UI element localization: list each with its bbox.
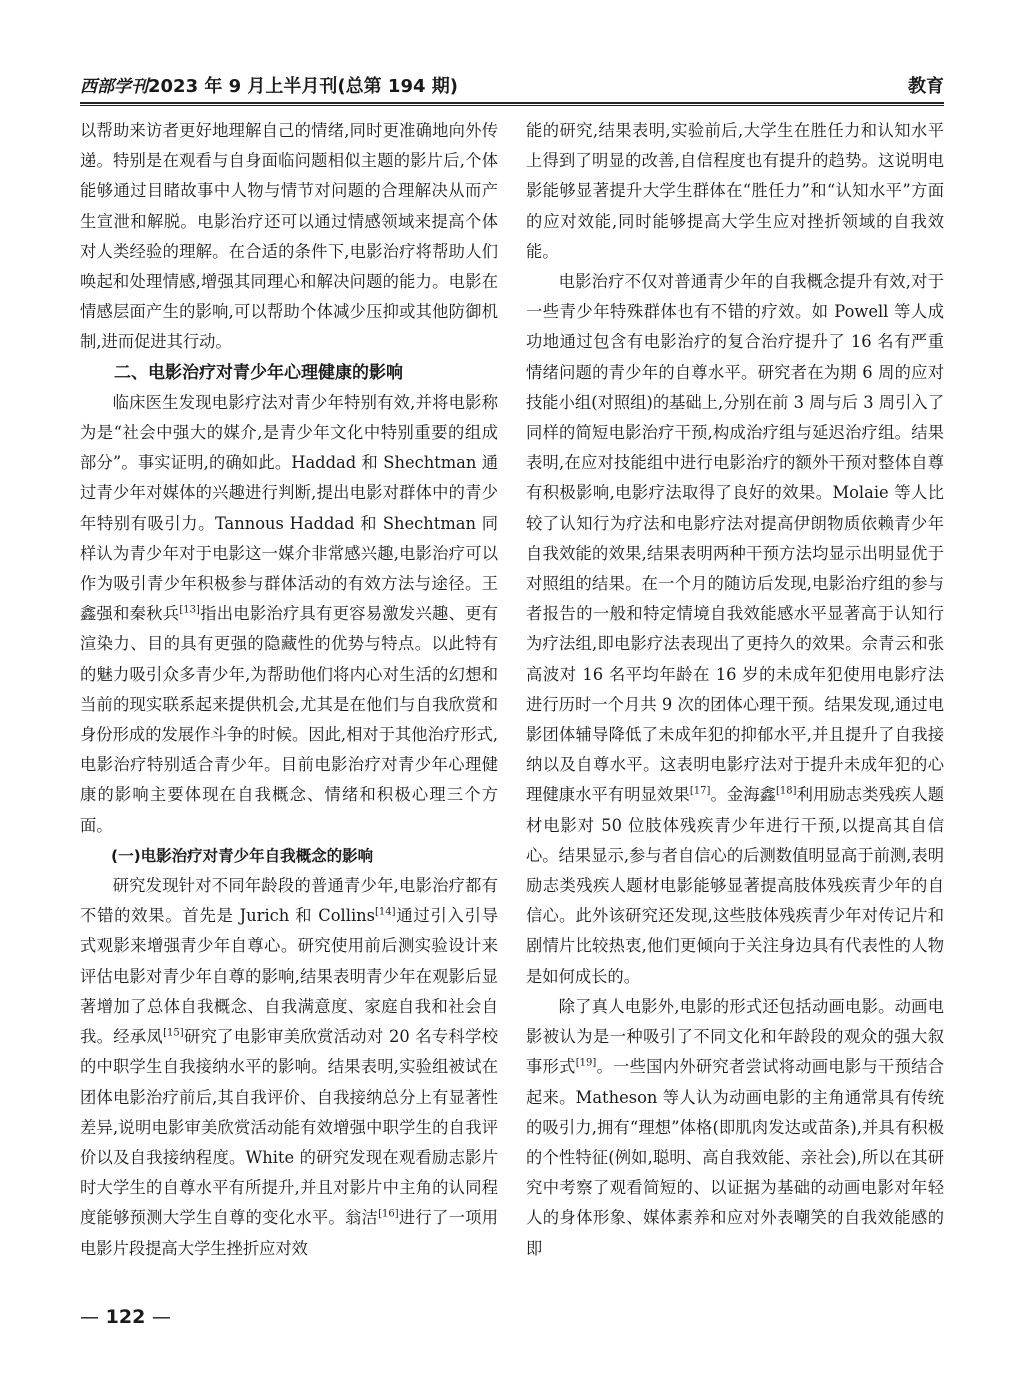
page-dash: — (80, 1306, 99, 1328)
page-number-value: 122 (105, 1306, 146, 1328)
page-dash: — (151, 1306, 171, 1328)
text-run: 通过引入引导式观影来增强青少年自尊心。研究使用前后测实验设计来评估电影对青少年自尊的影响,结果表明青少年在观影后显著增加了总体自我概念、自我满意度、家庭自我和社会自我。经承凤 (80, 906, 498, 1047)
paragraph (80, 388, 498, 841)
citation: [18] (776, 786, 797, 798)
paragraph (526, 267, 944, 992)
paragraph (526, 992, 944, 1264)
citation: [17] (689, 786, 711, 798)
running-header (80, 74, 944, 100)
citation: [15] (163, 1027, 184, 1039)
text-run: 。金海鑫 (710, 785, 776, 805)
citation: [16] (378, 1208, 399, 1220)
text-run: 除了真人电影外,电影的形式还包括动画电影。动画电影被认为是一种吸引了不同文化和年龄段的观众的强大叙事形式 (526, 996, 944, 1077)
paragraph: 以帮助来访者更好地理解自己的情绪,同时更准确地向外传递。特别是在观看与自身面临问题相似主题的影片后,个体能够通过目睹故事中人物与情节对问题的合理解决从而产生宣泄和解脱。电影治疗还可以通过情感领域来提高个体对人类经验的理解。在合适的条件下,电影治疗将帮助人们唤起和处理情感,增强其同理心和解决问题的能力。电影在情感层面产生的影响,可以帮助个体减少压抑或其他防御机制,进而促进其行动。 (80, 121, 498, 352)
section-name: 教育 (908, 76, 944, 97)
page-number (80, 1302, 171, 1332)
text-run: 指出电影治疗具有更容易激发兴趣、更有渲染力、目的具有更强的隐藏性的优势与特点。以此特有的魅力吸引众多青少年,为帮助他们将内心对生活的幻想和当前的现实联系起来提供机会,尤其是在他们与自我欣赏和身份形成的发展作斗争的时候。因此,相对于其他治疗形式,电影治疗特别适合青少年。目前电影治疗对青少年心理健康的影响主要体现在自我概念、情绪和积极心理三个方面。 (80, 604, 498, 835)
journal-title (80, 74, 458, 100)
paragraph (80, 871, 498, 1264)
text-run: 电影治疗不仅对普通青少年的自我概念提升有效,对于一些青少年特殊群体也有不错的疗效。如 Powell 等人成功地通过包含有电影治疗的复合治疗提升了 16 名有严重情绪问题的青少年的自尊水平。研究者在为期 6 周的应对技能小组(对照组)的基础上,分别在前 3 周与后 3 周引入了同样的简短电影治疗干预,构成治疗组与延迟治疗组。结果表明,在应对技能组中进行电影治疗的额外干预对整体自尊有积极影响,电影疗法取得了良好的效果。Molaie 等人比较了认知行为疗法和电影疗法对提高伊朗物质依赖青少年自我效能的效果,结果表明两种干预方法均显示出明显优于对照组的结果。在一个月的随访后发现,电影治疗组的参与者报告的一般和特定情境自我效能感水平显著高于认知行为疗法组,即电影疗法表现出了更持久的效果。佘青云和张高波对 16 名平均年龄在 16 岁的未成年犯使用电影疗法进行历时一个月共 9 次的团体心理干预。结果发现,通过电影团体辅导降低了未成年犯的抑郁水平,并且提升了自我接纳以及自尊水平。这表明电影疗法对于提升未成年犯的心理健康水平有明显效果 (526, 272, 944, 805)
citation: [19] (575, 1057, 597, 1069)
text-run: 研究了电影审美欣赏活动对 20 名专科学校的中职学生自我接纳水平的影响。结果表明,实验组被试在团体电影治疗前后,其自我评价、自我接纳总分上有显著性差异,说明电影审美欣赏活动能有效增强中职学生的自我评价以及自我接纳程度。White 的研究发现在观看励志影片时大学生的自尊水平有所提升,并且对影片中主角的认同程度能够预测大学生自尊的变化水平。翁洁 (80, 1027, 498, 1228)
text-run: 进行了一项用电影片段提高大学生挫折应对效 (80, 1208, 498, 1258)
text-run: 研究发现针对不同年龄段的普通青少年,电影治疗都有不错的效果。首先是 Jurich 和 Collins (80, 876, 498, 926)
citation: [13] (179, 604, 200, 616)
text-run: 临床医生发现电影疗法对青少年特别有效,并将电影称为是“社会中强大的媒介,是青少年文化中特别重要的组成部分”。事实证明,的确如此。Haddad 和 Shechtman 通过青少年对媒体的兴趣进行判断,提出电影对群体中的青少年特别有吸引力。Tannous Haddad 和 Shechtman 同样认为青少年对于电影这一媒介非常感兴趣,电影治疗可以作为吸引青少年积极参与群体活动的有效方法与途径。王鑫强和秦秋兵 (80, 392, 498, 624)
header-rule (80, 102, 944, 104)
citation: [14] (375, 906, 396, 918)
paragraph: 能的研究,结果表明,实验前后,大学生在胜任力和认知水平上得到了明显的改善,自信程度也有提升的趋势。这说明电影能够显著提升大学生群体在“胜任力”和“认知水平”方面的应对效能,同时能够提高大学生应对挫折领域的自我效能。 (526, 121, 944, 261)
section-heading: 二、电影治疗对青少年心理健康的影响 (114, 362, 403, 383)
journal-logo: 西部学刊 (80, 77, 148, 97)
header-rule-thin (80, 105, 944, 106)
text-run: 利用励志类残疾人题材电影对 50 位肢体残疾青少年进行干预,以提高其自信心。结果显示,参与者自信心的后测数值明显高于前测,表明励志类残疾人题材电影能够显著提高肢体残疾青少年的自信心。此外该研究还发现,这些肢体残疾青少年对传记片和剧情片比较热衷,他们更倾向于关注身边具有代表性的人物是如何成长的。 (526, 785, 944, 986)
subsection-heading: (一)电影治疗对青少年自我概念的影响 (111, 846, 374, 865)
issue-info: 2023 年 9 月上半月刊(总第 194 期) (148, 76, 458, 97)
left-column (80, 116, 498, 1316)
right-column (526, 116, 944, 1316)
text-run: 。一些国内外研究者尝试将动画电影与干预结合起来。Matheson 等人认为动画电影的主角通常具有传统的吸引力,拥有“理想”体格(即肌肉发达或苗条),并具有积极的个性特征(例如,聪明、高自我效能、亲社会),所以在其研究中考察了观看简短的、以证据为基础的动画电影对年轻人的身体形象、媒体素养和应对外表嘲笑的自我效能感的即 (526, 1057, 944, 1258)
